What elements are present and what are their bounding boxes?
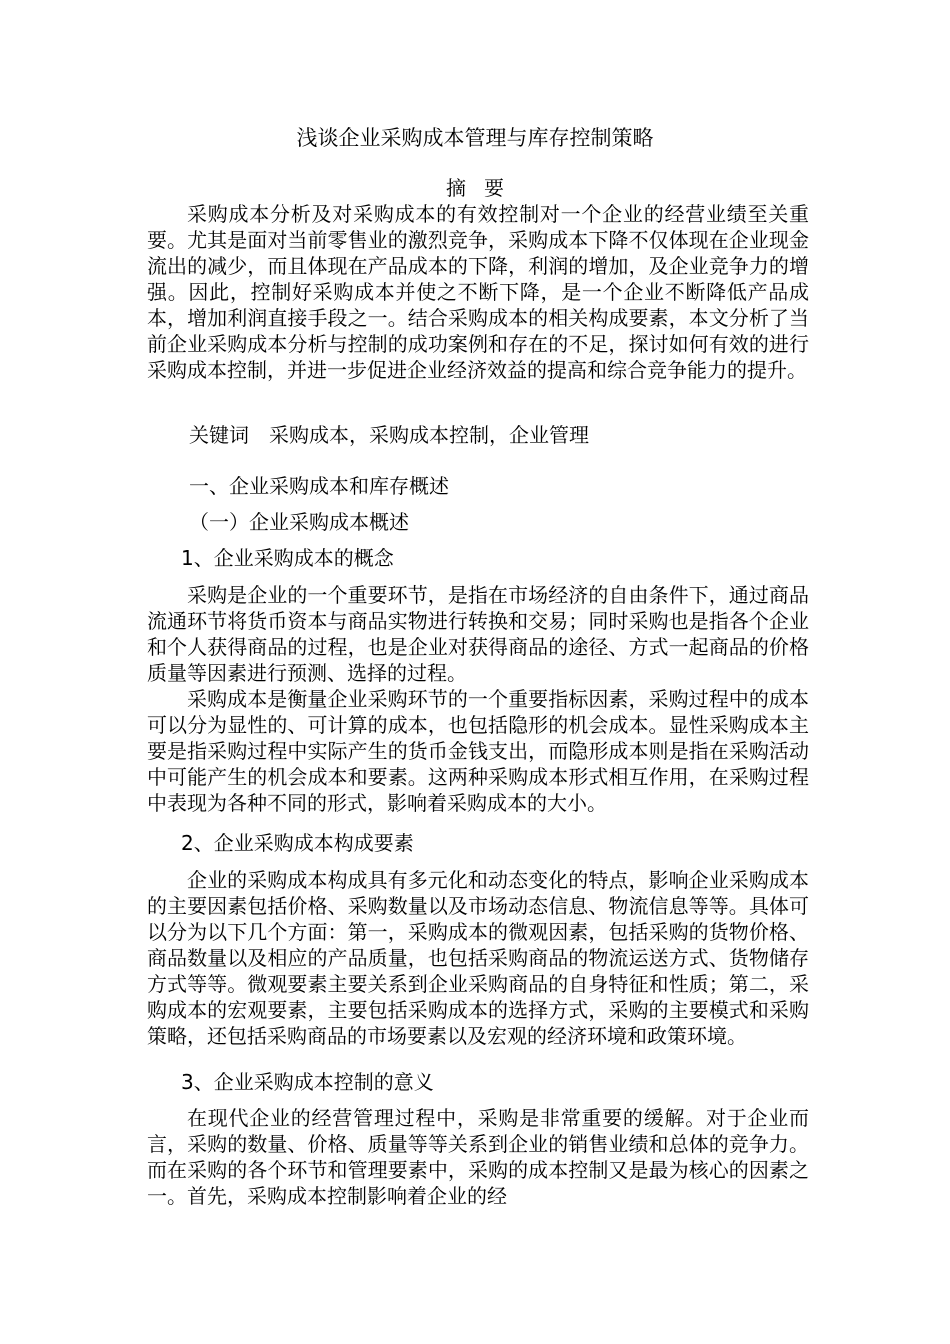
subsection-heading: （一）企业采购成本概述: [189, 510, 409, 534]
item1-paragraph-1: 采购是企业的一个重要环节，是指在市场经济的自由条件下，通过商品流通环节将货币资本与商品实物进行转换和交易；同时采购也是指各个企业和个人获得商品的过程，也是企业对获得商品的途径、方式一起商品的价格质量等因素进行预测、选择的过程。: [147, 583, 809, 685]
item3-paragraph: 在现代企业的经营管理过程中，采购是非常重要的缓解。对于企业而言，采购的数量、价格、质量等等关系到企业的销售业绩和总体的竞争力。而在采购的各个环节和管理要素中，采购的成本控制又是最为核心的因素之一。首先，采购成本控制影响着企业的经: [147, 1106, 809, 1208]
keywords-value: 采购成本，采购成本控制，企业管理: [269, 423, 589, 447]
keywords-line: [189, 422, 589, 448]
item2-paragraph: 企业的采购成本构成具有多元化和动态变化的特点，影响企业采购成本的主要因素包括价格、采购数量以及市场动态信息、物流信息等等。具体可以分为以下几个方面：第一，采购成本的微观因素，包括采购的货物价格、商品数量以及相应的产品质量，也包括采购商品的物流运送方式、货物储存方式等等。微观要素主要关系到企业采购商品的自身特征和性质；第二，采购成本的宏观要素，主要包括采购成本的选择方式，采购的主要模式和采购策略，还包括采购商品的市场要素以及宏观的经济环境和政策环境。: [147, 868, 809, 1048]
item-heading-1: 1、企业采购成本的概念: [181, 546, 394, 570]
keywords-label: 关键词: [189, 423, 249, 447]
abstract-body: 采购成本分析及对采购成本的有效控制对一个企业的经营业绩至关重要。尤其是面对当前零售业的激烈竞争，采购成本下降不仅体现在企业现金流出的减少，而且体现在产品成本的下降，利润的增加，及企业竞争力的增强。因此，控制好采购成本并使之不断下降，是一个企业不断降低产品成本，增加利润直接手段之一。结合采购成本的相关构成要素，本文分析了当前企业采购成本分析与控制的成功案例和存在的不足，探讨如何有效的进行采购成本控制，并进一步促进企业经济效益的提高和综合竞争能力的提升。: [147, 202, 809, 382]
document-title: 浅谈企业采购成本管理与库存控制策略: [296, 126, 654, 150]
item-heading-3: 3、企业采购成本控制的意义: [181, 1070, 434, 1094]
item1-paragraph-2: 采购成本是衡量企业采购环节的一个重要指标因素，采购过程中的成本可以分为显性的、可计算的成本，也包括隐形的机会成本。显性采购成本主要是指采购过程中实际产生的货币金钱支出，而隐形成本则是指在采购活动中可能产生的机会成本和要素。这两种采购成本形式相互作用，在采购过程中表现为各种不同的形式，影响着采购成本的大小。: [147, 687, 809, 815]
item-heading-2: 2、企业采购成本构成要素: [181, 831, 414, 855]
section-heading: 一、企业采购成本和库存概述: [189, 474, 449, 498]
abstract-heading: 摘要: [446, 176, 522, 200]
